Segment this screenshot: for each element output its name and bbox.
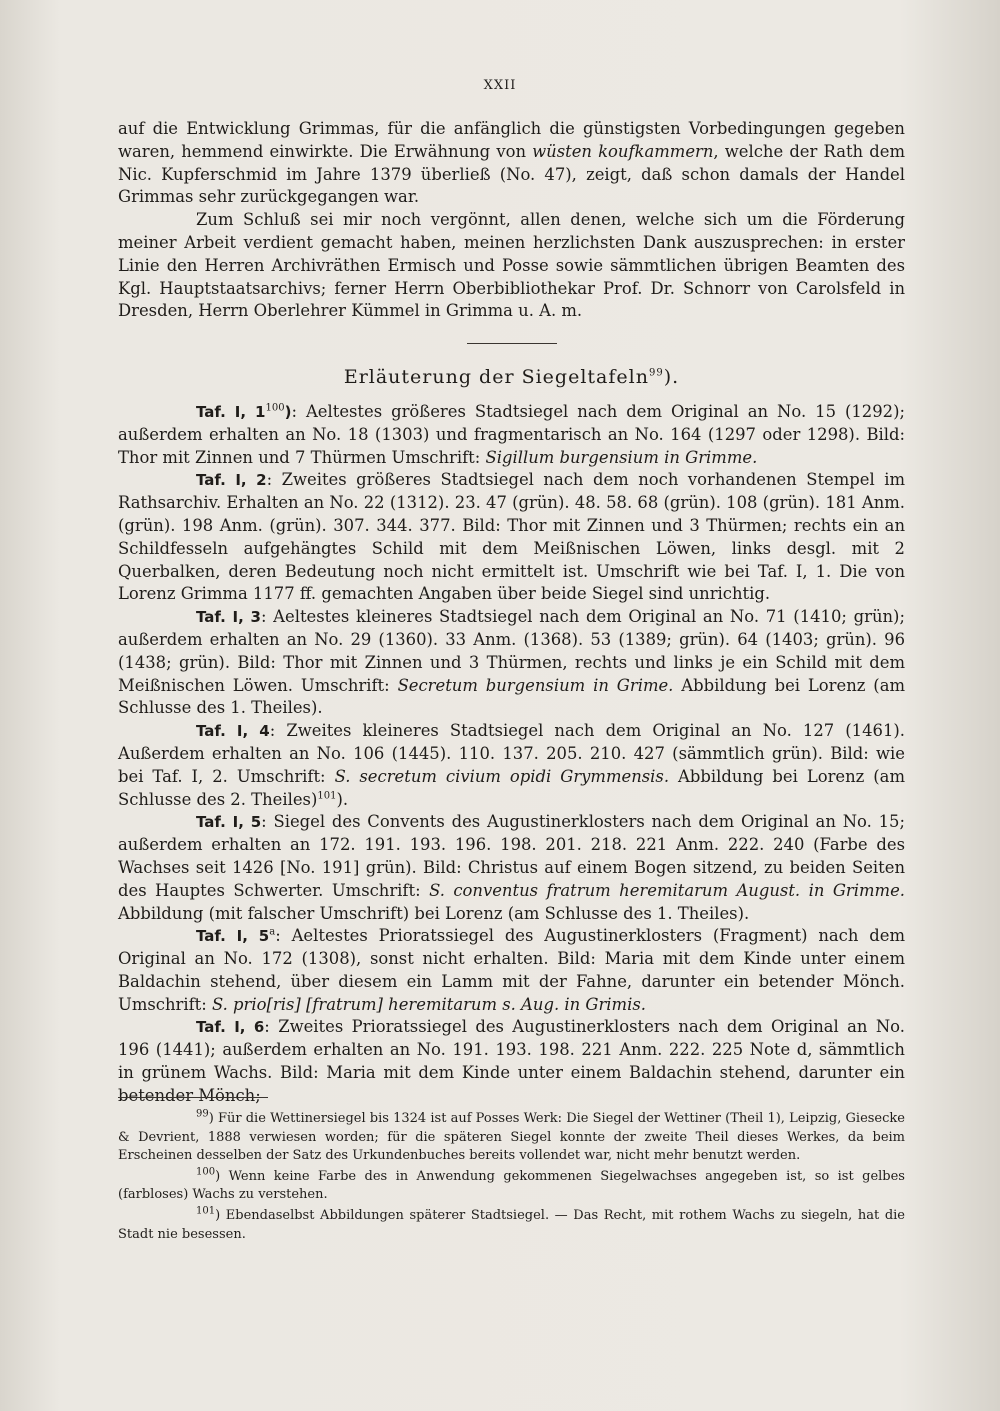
footnote-101: $^{101}$) Ebendaselbst Abbildungen späterer Stadtsiegel. — Das Recht, mit rothem Wachs zu siegeln, hat die Stadt nie besessen. bbox=[118, 1205, 905, 1242]
entry-taf-1-3: Taf. I, 3: Aeltestes kleineres Stadtsiegel nach dem Original an No. 71 (1410; grün); außerdem erhalten an No. 29 (1360). 33 Anm. (1368). 53 (1389; grün). 64 (1403; grün). 96 (1438; grün). Bild: Thor mit Zinnen und 3 Thürmen, rechts und links je ein Schild mit dem Meißnischen Löwen. Umschrift: Secretum burgensium in Grime. Abbildung bei Lorenz (am Schlusse des 1. Theiles). bbox=[118, 607, 906, 718]
entry-taf-1-5a: Taf. I, 5$^a$: Aeltestes Prioratssiegel des Augustinerklosters (Fragment) nach dem Original an No. 172 (1308), sonst nicht erhalten. Bild: Maria mit dem Kinde unter einem Baldachin stehend, über diesem ein Lamm mit der Fahne, darunter ein betender Mönch. Umschrift: S. prio[ris] [fratrum] heremitarum s. Aug. in Grimis. bbox=[118, 926, 905, 1014]
footnote-ref-101: 101 bbox=[317, 790, 337, 802]
footnote-ref-99: 99 bbox=[648, 367, 664, 379]
section-divider bbox=[467, 343, 557, 344]
page-number: XXII bbox=[483, 78, 517, 93]
footnote-ref-100: 100 bbox=[265, 402, 285, 414]
entry-taf-1-5: Taf. I, 5: Siegel des Convents des Augustinerklosters nach dem Original an No. 15; außerdem erhalten an 172. 191. 193. 196. 198. 201. 218. 221 Anm. 222. 240 (Farbe des Wachses seit 1426 [No. 191] grün). Bild: Christus auf einem Bogen sitzend, zu beiden Seiten des Hauptes Schwerter. Umschrift: S. conventus fratrum heremitarum August. in Grimme. Abbildung (mit falscher Umschrift) bei Lorenz (am Schlusse des 1. Theiles). bbox=[118, 812, 905, 923]
entry-taf-1-1: Taf. I, $1^{100}$): Aeltestes größeres Stadtsiegel nach dem Original an No. 15 (1292); außerdem erhalten an No. 18 (1303) und fragmentarisch an No. 164 (1297 oder 1298). Bild: Thor mit Zinnen und 7 Thürmen Umschrift: Sigillum burgensium in Grimme. bbox=[118, 401, 905, 467]
entry-taf-1-6: Taf. I, 6: Zweites Prioratssiegel des Augustinerklosters nach dem Original an No. 196 (1441); außerdem erhalten an No. 191. 193. 198. 221 Anm. 222. 225 Note d, sämmtlich in grünem Wachs. Bild: Maria mit dem Kinde unter einem Baldachin stehend, darunter ein betender Mönch; bbox=[118, 1017, 905, 1105]
entry-taf-1-4: Taf. I, 4: Zweites kleineres Stadtsiegel nach dem Original an No. 127 (1461). Außerdem erhalten an No. 106 (1445). 110. 137. 205. 210. 427 (sämmtlich grün). Bild: wie bei Taf. I, 2. Umschrift: S. secretum civium opidi Grymmensis. Abbildung bei Lorenz (am Schlusse des 2. Theiles)$^{101}$). bbox=[118, 721, 905, 809]
body-text bbox=[118, 118, 905, 1108]
footnote-99: $^{99}$) Für die Wettinersiegel bis 1324 ist auf Posses Werk: Die Siegel der Wettiner (Theil 1), Leipzig, Giesecke & Devrient, 1888 verwiesen worden; für die späteren Siegel konnte der zweite Theil dieses Werkes, da beim Erscheinen desselben der Satz des Urkundenbuches bereits vollendet war, nicht mehr benutzt werden. bbox=[118, 1108, 905, 1164]
paragraph-intro-1: auf die Entwicklung Grimmas, für die anfänglich die günstigsten Vorbedingungen gegeben waren, hemmend einwirkte. Die Erwähnung von wüsten koufkammern, welche der Rath dem Nic. Kupferschmid im Jahre 1379 überließ (No. 47), zeigt, daß schon damals der Handel Grimmas sehr zurückgegangen war. bbox=[118, 119, 905, 207]
footnote-divider bbox=[118, 1097, 268, 1098]
quoted-term: wüsten koufkammern bbox=[532, 141, 714, 161]
paragraph-acknowledgement: Zum Schluß sei mir noch vergönnt, allen denen, welche sich um die Förderung meiner Arbeit verdient gemacht haben, meinen herzlichsten Dank auszusprechen: in erster Linie den Herren Archivräthen Ermisch und Posse sowie sämmtlichen übrigen Beamten des Kgl. Hauptstaatsarchivs; ferner Herrn Oberbibliothekar Prof. Dr. Schnorr von Carolsfeld in Dresden, Herrn Oberlehrer Kümmel in Grimma u. A. m. bbox=[118, 210, 905, 321]
footnotes bbox=[118, 1110, 905, 1246]
footnote-100: $^{100}$) Wenn keine Farbe des in Anwendung gekommenen Siegelwachses angegeben ist, so ist gelbes (farbloses) Wachs zu verstehen. bbox=[118, 1166, 905, 1203]
section-heading: Erläuterung der Siegeltafeln$^{99}$). bbox=[343, 366, 680, 389]
entry-taf-1-2: Taf. I, 2: Zweites größeres Stadtsiegel nach dem noch vorhandenen Stempel im Rathsarchiv. Erhalten an No. 22 (1312). 23. 47 (grün). 48. 58. 68 (grün). 108 (grün). 181 Anm. (grün). 198 Anm. (grün). 307. 344. 377. Bild: Thor mit Zinnen und 3 Thürmen; rechts ein an Schildfesseln aufgehängtes Schild mit dem Meißnischen Löwen, links desgl. mit 2 Querbalken, deren Bedeutung noch nicht ermittelt ist. Umschrift wie bei Taf. I, 1. Die von Lorenz Grimma 1177 ff. gemachten Angaben über beide Siegel sind unrichtig. bbox=[118, 470, 905, 604]
